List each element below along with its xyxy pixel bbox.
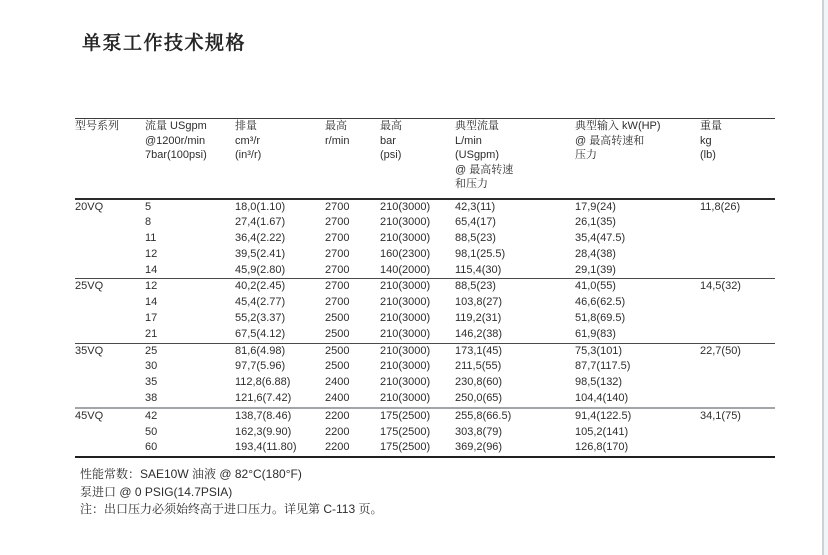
table-row (75, 343, 775, 359)
table-row (75, 231, 775, 247)
speed-cell: 2200 (325, 441, 350, 454)
page-edge-line (822, 0, 824, 555)
spec-table-header (75, 119, 775, 199)
speed-cell: 2700 (325, 279, 380, 295)
speed-cell: 2700 (325, 263, 350, 276)
pressure-cell: 210(3000) (380, 296, 431, 309)
input-power-cell: 28,4(38) (575, 247, 616, 260)
model-series-cell: 25VQ (75, 279, 145, 343)
flow-cell: 30 (145, 360, 158, 373)
flow-cell: 17 (145, 312, 158, 325)
pressure-cell: 140(2000) (380, 263, 431, 276)
input-power-cell: 46,6(62.5) (575, 296, 626, 309)
col-header-pressure: 最高 bar (psi) (380, 119, 455, 199)
table-row (75, 359, 775, 375)
flow-cell: 50 (145, 425, 158, 438)
input-power-cell: 126,8(170) (575, 441, 629, 454)
col-header-displacement: 排量 cm³/r (in³/r) (235, 119, 325, 199)
input-power-cell: 91,4(122.5) (575, 408, 700, 425)
displacement-cell: 81,6(4.98) (235, 343, 325, 359)
typical-flow-cell: 115,4(30) (455, 263, 502, 276)
typical-flow-cell: 88,5(23) (455, 279, 575, 295)
typical-flow-cell: 250,0(65) (455, 392, 503, 405)
pressure-cell: 210(3000) (380, 392, 431, 405)
pressure-cell: 175(2500) (380, 425, 431, 438)
weight-cell: 34,1(75) (700, 408, 775, 457)
flow-cell: 8 (145, 216, 152, 229)
displacement-cell: 18,0(1.10) (235, 200, 286, 213)
typical-flow-cell: 42,3(11) (455, 200, 496, 213)
typical-flow-cell: 211,5(55) (455, 360, 502, 373)
table-row (75, 425, 775, 441)
table-row (75, 279, 775, 295)
input-power-cell: 75,3(101) (575, 343, 700, 359)
flow-cell: 12 (145, 279, 235, 295)
typical-flow-cell: 230,8(60) (455, 376, 503, 389)
flow-cell: 21 (145, 327, 158, 340)
footnotes (80, 466, 382, 519)
displacement-cell: 97,7(5.96) (235, 360, 286, 373)
typical-flow-cell: 255,8(66.5) (455, 408, 575, 425)
displacement-cell: 162,3(9.90) (235, 425, 292, 438)
flow-cell: 12 (145, 247, 158, 260)
speed-cell: 2700 (325, 247, 350, 260)
input-power-cell: 87,7(117.5) (575, 360, 631, 373)
table-row (75, 311, 775, 327)
typical-flow-cell: 65,4(17) (455, 216, 496, 229)
footnote-outlet-pressure: 注：出口压力必须始终高于进口压力。详见第 C-113 页。 (80, 502, 383, 517)
typical-flow-cell: 146,2(38) (455, 327, 503, 340)
table-row (75, 408, 775, 425)
pressure-cell: 210(3000) (380, 327, 431, 340)
speed-cell: 2400 (325, 392, 350, 405)
flow-cell: 14 (145, 263, 158, 276)
input-power-cell: 104,4(140) (575, 392, 629, 405)
input-power-cell: 26,1(35) (575, 216, 616, 229)
weight-cell: 22,7(50) (700, 343, 775, 408)
input-power-cell: 105,2(141) (575, 425, 629, 438)
flow-cell: 60 (145, 441, 158, 454)
typical-flow-cell: 98,1(25.5) (455, 247, 506, 260)
col-header-speed: 最高 r/min (325, 119, 380, 199)
displacement-cell: 27,4(1.67) (235, 216, 286, 229)
displacement-cell: 45,4(2.77) (235, 296, 286, 309)
speed-cell: 2400 (325, 376, 350, 389)
col-header-typical-flow: 典型流量 L/min (USgpm) @ 最高转速 和压力 (455, 119, 575, 199)
table-row (75, 215, 775, 231)
footnote-pump-inlet: 泵进口 @ 0 PSIG(14.7PSIA) (80, 484, 233, 499)
table-row (75, 247, 775, 263)
speed-cell: 2500 (325, 343, 380, 359)
table-row (75, 440, 775, 457)
pressure-cell: 210(3000) (380, 360, 431, 373)
displacement-cell: 45,9(2.80) (235, 263, 286, 276)
model-series-cell: 35VQ (75, 343, 145, 408)
speed-cell: 2700 (325, 216, 350, 229)
pressure-cell: 210(3000) (380, 376, 431, 389)
typical-flow-cell: 103,8(27) (455, 296, 503, 309)
flow-cell: 38 (145, 392, 158, 405)
speed-cell: 2500 (325, 312, 350, 325)
input-power-cell: 41,0(55) (575, 279, 700, 295)
weight-cell: 11,8(26) (700, 200, 741, 213)
pressure-cell: 175(2500) (380, 441, 431, 454)
col-header-model-label: 型号系列 (75, 120, 119, 132)
spec-table-body (75, 199, 775, 458)
displacement-cell: 112,8(6.88) (235, 376, 291, 389)
typical-flow-cell: 88,5(23) (455, 232, 496, 245)
table-row (75, 327, 775, 343)
input-power-cell: 17,9(24) (575, 200, 616, 213)
speed-cell: 2700 (325, 200, 350, 213)
displacement-cell: 193,4(11.80) (235, 441, 297, 454)
table-row (75, 263, 775, 279)
table-row (75, 375, 775, 391)
table-row (75, 199, 775, 216)
displacement-cell: 121,6(7.42) (235, 392, 292, 405)
pressure-cell: 210(3000) (380, 232, 431, 245)
col-header-model (75, 119, 145, 199)
typical-flow-cell: 173,1(45) (455, 343, 575, 359)
pressure-cell: 210(3000) (380, 312, 431, 325)
speed-cell: 2700 (325, 296, 350, 309)
displacement-cell: 138,7(8.46) (235, 408, 325, 425)
input-power-cell: 61,9(83) (575, 327, 616, 340)
typical-flow-cell: 303,8(79) (455, 425, 503, 438)
speed-cell: 2200 (325, 425, 350, 438)
flow-cell: 42 (145, 408, 235, 425)
flow-cell: 25 (145, 343, 235, 359)
col-header-input-power: 典型输入 kW(HP) @ 最高转速和 压力 (575, 119, 700, 199)
model-series-cell: 20VQ (75, 200, 104, 213)
typical-flow-cell: 369,2(96) (455, 441, 503, 454)
pressure-cell: 160(2300) (380, 247, 431, 260)
speed-cell: 2500 (325, 360, 350, 373)
flow-cell: 35 (145, 376, 158, 389)
pressure-cell: 210(3000) (380, 343, 455, 359)
table-row (75, 295, 775, 311)
pressure-cell: 210(3000) (380, 200, 431, 213)
displacement-cell: 40,2(2.45) (235, 279, 325, 295)
input-power-cell: 98,5(132) (575, 376, 623, 389)
typical-flow-cell: 119,2(31) (455, 312, 502, 325)
col-header-flow: 流量 USgpm @1200r/min 7bar(100psi) (145, 119, 235, 199)
page-title: 单泵工作技术规格 (82, 33, 247, 54)
speed-cell: 2200 (325, 408, 380, 425)
input-power-cell: 35,4(47.5) (575, 232, 626, 245)
speed-cell: 2500 (325, 327, 350, 340)
footnote-performance-constants: 性能常数：SAE10W 油液 @ 82°C(180°F) (80, 467, 302, 481)
spec-table (75, 118, 775, 458)
weight-cell: 14,5(32) (700, 279, 775, 343)
displacement-cell: 67,5(4.12) (235, 327, 286, 340)
displacement-cell: 36,4(2.22) (235, 232, 286, 245)
pressure-cell: 175(2500) (380, 408, 455, 425)
flow-cell: 5 (145, 200, 152, 213)
col-header-weight: 重量 kg (lb) (700, 119, 775, 199)
flow-cell: 11 (145, 232, 157, 245)
displacement-cell: 39,5(2.41) (235, 247, 286, 260)
pressure-cell: 210(3000) (380, 216, 431, 229)
table-row (75, 391, 775, 408)
speed-cell: 2700 (325, 232, 350, 245)
displacement-cell: 55,2(3.37) (235, 312, 286, 325)
flow-cell: 14 (145, 296, 158, 309)
pressure-cell: 210(3000) (380, 279, 455, 295)
model-series-cell: 45VQ (75, 408, 145, 457)
input-power-cell: 51,8(69.5) (575, 312, 626, 325)
input-power-cell: 29,1(39) (575, 263, 616, 276)
